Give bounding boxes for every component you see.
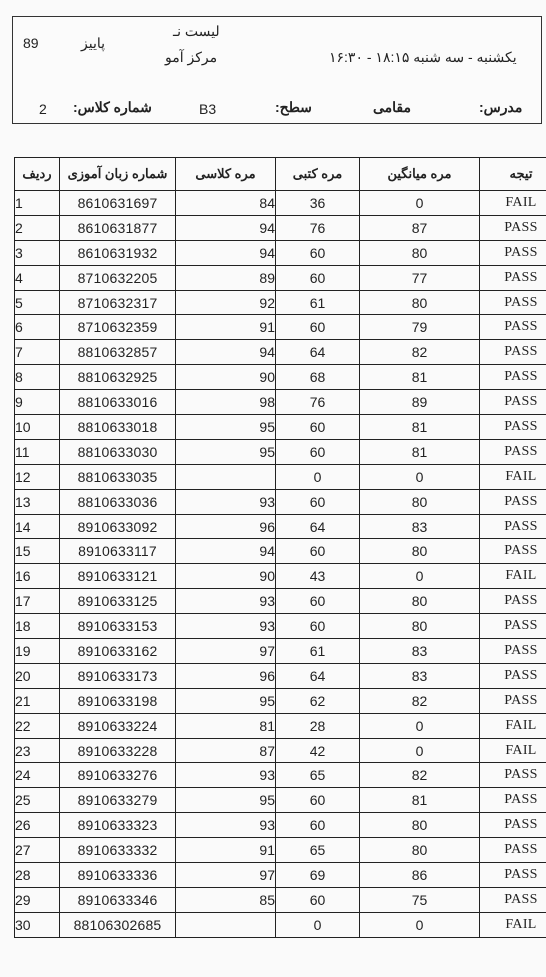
- class-score-cell: 93: [176, 489, 276, 514]
- result-cell: PASS: [480, 390, 546, 415]
- table-row: [15, 564, 546, 589]
- student-id-cell: 8910633346: [60, 887, 176, 912]
- class-score-cell: 96: [176, 514, 276, 539]
- header-box: [12, 16, 542, 124]
- student-id-cell: 8910633323: [60, 813, 176, 838]
- class-score-cell: 91: [176, 315, 276, 340]
- written-score-cell: 76: [276, 215, 360, 240]
- teacher-label: مدرس:: [479, 99, 523, 115]
- table-row: [15, 763, 546, 788]
- row-number-cell: 3: [15, 240, 60, 265]
- table-row: [15, 589, 546, 614]
- average-cell: 0: [360, 464, 480, 489]
- table-row: [15, 887, 546, 912]
- table-row: [15, 365, 546, 390]
- row-number-cell: 13: [15, 489, 60, 514]
- row-number-cell: 28: [15, 863, 60, 888]
- row-number-cell: 22: [15, 713, 60, 738]
- average-cell: 0: [360, 564, 480, 589]
- result-cell: PASS: [480, 240, 546, 265]
- student-id-cell: 8810633036: [60, 489, 176, 514]
- written-score-cell: 64: [276, 340, 360, 365]
- average-cell: 81: [360, 415, 480, 440]
- result-cell: PASS: [480, 813, 546, 838]
- table-row: [15, 340, 546, 365]
- student-id-cell: 8810632857: [60, 340, 176, 365]
- col-header-row-number: ردیف: [15, 158, 60, 191]
- student-id-cell: 8810633018: [60, 415, 176, 440]
- student-id-cell: 8710632359: [60, 315, 176, 340]
- average-cell: 83: [360, 663, 480, 688]
- table-row: [15, 240, 546, 265]
- written-score-cell: 42: [276, 738, 360, 763]
- written-score-cell: 64: [276, 663, 360, 688]
- table-row: [15, 265, 546, 290]
- row-number-cell: 6: [15, 315, 60, 340]
- table-header-row: [15, 158, 546, 191]
- result-cell: PASS: [480, 639, 546, 664]
- student-id-cell: 8910633279: [60, 788, 176, 813]
- average-cell: 82: [360, 340, 480, 365]
- result-cell: FAIL: [480, 713, 546, 738]
- row-number-cell: 29: [15, 887, 60, 912]
- class-score-cell: 90: [176, 564, 276, 589]
- class-score-cell: 93: [176, 589, 276, 614]
- class-score-cell: 98: [176, 390, 276, 415]
- class-score-cell: 90: [176, 365, 276, 390]
- result-cell: PASS: [480, 489, 546, 514]
- student-id-cell: 8610631932: [60, 240, 176, 265]
- class-score-cell: 95: [176, 688, 276, 713]
- average-cell: 80: [360, 489, 480, 514]
- student-id-cell: 8710632205: [60, 265, 176, 290]
- level-value: B3: [199, 101, 217, 117]
- table-row: [15, 539, 546, 564]
- teacher-name: مقامی: [373, 99, 412, 115]
- written-score-cell: 43: [276, 564, 360, 589]
- written-score-cell: 60: [276, 788, 360, 813]
- class-score-cell: 87: [176, 738, 276, 763]
- row-number-cell: 18: [15, 614, 60, 639]
- result-cell: PASS: [480, 514, 546, 539]
- student-id-cell: 8910633198: [60, 688, 176, 713]
- written-score-cell: 28: [276, 713, 360, 738]
- table-row: [15, 738, 546, 763]
- result-cell: FAIL: [480, 912, 546, 937]
- result-cell: PASS: [480, 614, 546, 639]
- result-cell: PASS: [480, 365, 546, 390]
- student-id-cell: 8810633016: [60, 390, 176, 415]
- table-row: [15, 415, 546, 440]
- row-number-cell: 9: [15, 390, 60, 415]
- written-score-cell: 60: [276, 489, 360, 514]
- average-cell: 0: [360, 713, 480, 738]
- student-id-cell: 8910633228: [60, 738, 176, 763]
- result-cell: PASS: [480, 589, 546, 614]
- class-score-cell: 94: [176, 340, 276, 365]
- table-row: [15, 663, 546, 688]
- table-row: [15, 439, 546, 464]
- written-score-cell: 61: [276, 290, 360, 315]
- average-cell: 80: [360, 240, 480, 265]
- written-score-cell: 64: [276, 514, 360, 539]
- average-cell: 0: [360, 191, 480, 216]
- result-cell: FAIL: [480, 464, 546, 489]
- average-cell: 89: [360, 390, 480, 415]
- row-number-cell: 24: [15, 763, 60, 788]
- student-id-cell: 8910633117: [60, 539, 176, 564]
- average-cell: 80: [360, 539, 480, 564]
- class-score-cell: 97: [176, 639, 276, 664]
- row-number-cell: 14: [15, 514, 60, 539]
- written-score-cell: 68: [276, 365, 360, 390]
- class-score-cell: 96: [176, 663, 276, 688]
- average-cell: 77: [360, 265, 480, 290]
- written-score-cell: 69: [276, 863, 360, 888]
- table-row: [15, 788, 546, 813]
- student-id-cell: 8910633276: [60, 763, 176, 788]
- class-score-cell: 95: [176, 415, 276, 440]
- class-score-cell: [176, 912, 276, 937]
- table-row: [15, 639, 546, 664]
- row-number-cell: 4: [15, 265, 60, 290]
- class-score-cell: 85: [176, 887, 276, 912]
- season: پاییز: [81, 35, 106, 51]
- col-header-average: مره میانگین: [360, 158, 480, 191]
- class-score-cell: 89: [176, 265, 276, 290]
- table-row: [15, 191, 546, 216]
- table-row: [15, 464, 546, 489]
- average-cell: 80: [360, 614, 480, 639]
- col-header-class-score: مره کلاسی: [176, 158, 276, 191]
- result-cell: PASS: [480, 290, 546, 315]
- average-cell: 80: [360, 589, 480, 614]
- table-row: [15, 514, 546, 539]
- written-score-cell: 0: [276, 912, 360, 937]
- row-number-cell: 26: [15, 813, 60, 838]
- col-header-result: تیجه: [480, 158, 546, 191]
- result-cell: PASS: [480, 688, 546, 713]
- result-cell: FAIL: [480, 564, 546, 589]
- page-number: 89: [23, 35, 39, 51]
- average-cell: 80: [360, 813, 480, 838]
- row-number-cell: 20: [15, 663, 60, 688]
- student-id-cell: 8810633035: [60, 464, 176, 489]
- table-row: [15, 290, 546, 315]
- class-score-cell: 91: [176, 838, 276, 863]
- student-id-cell: 8710632317: [60, 290, 176, 315]
- row-number-cell: 7: [15, 340, 60, 365]
- class-score-cell: 95: [176, 788, 276, 813]
- table-row: [15, 390, 546, 415]
- table-row: [15, 215, 546, 240]
- schedule: یکشنبه - سه شنبه ۱۸:۱۵ - ۱۶:۳۰: [329, 49, 517, 65]
- class-score-cell: 93: [176, 614, 276, 639]
- average-cell: 81: [360, 788, 480, 813]
- average-cell: 0: [360, 738, 480, 763]
- row-number-cell: 12: [15, 464, 60, 489]
- row-number-cell: 1: [15, 191, 60, 216]
- average-cell: 87: [360, 215, 480, 240]
- average-cell: 86: [360, 863, 480, 888]
- result-cell: PASS: [480, 539, 546, 564]
- student-id-cell: 8610631697: [60, 191, 176, 216]
- result-cell: PASS: [480, 415, 546, 440]
- written-score-cell: 60: [276, 813, 360, 838]
- average-cell: 79: [360, 315, 480, 340]
- class-score-cell: 93: [176, 763, 276, 788]
- average-cell: 83: [360, 514, 480, 539]
- written-score-cell: 36: [276, 191, 360, 216]
- student-id-cell: 8810632925: [60, 365, 176, 390]
- result-cell: FAIL: [480, 191, 546, 216]
- row-number-cell: 5: [15, 290, 60, 315]
- class-score-cell: 97: [176, 863, 276, 888]
- result-cell: PASS: [480, 887, 546, 912]
- class-number: 2: [39, 101, 47, 117]
- average-cell: 75: [360, 887, 480, 912]
- class-score-cell: 94: [176, 240, 276, 265]
- average-cell: 80: [360, 838, 480, 863]
- class-score-cell: 95: [176, 439, 276, 464]
- written-score-cell: 60: [276, 315, 360, 340]
- result-cell: PASS: [480, 663, 546, 688]
- row-number-cell: 8: [15, 365, 60, 390]
- grades-table: [14, 157, 546, 938]
- table-row: [15, 489, 546, 514]
- written-score-cell: 60: [276, 240, 360, 265]
- student-id-cell: 8810633030: [60, 439, 176, 464]
- student-id-cell: 8910633162: [60, 639, 176, 664]
- table-row: [15, 838, 546, 863]
- result-cell: PASS: [480, 788, 546, 813]
- row-number-cell: 27: [15, 838, 60, 863]
- written-score-cell: 60: [276, 439, 360, 464]
- class-number-label: شماره کلاس:: [73, 99, 152, 115]
- average-cell: 81: [360, 365, 480, 390]
- row-number-cell: 23: [15, 738, 60, 763]
- written-score-cell: 60: [276, 265, 360, 290]
- written-score-cell: 60: [276, 589, 360, 614]
- average-cell: 82: [360, 688, 480, 713]
- class-score-cell: 93: [176, 813, 276, 838]
- written-score-cell: 76: [276, 390, 360, 415]
- row-number-cell: 16: [15, 564, 60, 589]
- student-id-cell: 88106302685: [60, 912, 176, 937]
- student-id-cell: 8910633173: [60, 663, 176, 688]
- student-id-cell: 8910633336: [60, 863, 176, 888]
- result-cell: PASS: [480, 340, 546, 365]
- written-score-cell: 65: [276, 838, 360, 863]
- student-id-cell: 8910633332: [60, 838, 176, 863]
- written-score-cell: 0: [276, 464, 360, 489]
- center-partial: مرکز آمو: [165, 49, 218, 65]
- average-cell: 81: [360, 439, 480, 464]
- result-cell: PASS: [480, 838, 546, 863]
- table-row: [15, 912, 546, 937]
- written-score-cell: 62: [276, 688, 360, 713]
- level-label: سطح:: [275, 99, 312, 115]
- average-cell: 80: [360, 290, 480, 315]
- table-row: [15, 614, 546, 639]
- result-cell: FAIL: [480, 738, 546, 763]
- result-cell: PASS: [480, 315, 546, 340]
- written-score-cell: 65: [276, 763, 360, 788]
- result-cell: PASS: [480, 439, 546, 464]
- student-id-cell: 8910633121: [60, 564, 176, 589]
- row-number-cell: 21: [15, 688, 60, 713]
- row-number-cell: 2: [15, 215, 60, 240]
- written-score-cell: 61: [276, 639, 360, 664]
- average-cell: 82: [360, 763, 480, 788]
- row-number-cell: 15: [15, 539, 60, 564]
- student-id-cell: 8910633153: [60, 614, 176, 639]
- title-partial: لیست نـ: [173, 23, 220, 39]
- written-score-cell: 60: [276, 614, 360, 639]
- table-row: [15, 813, 546, 838]
- row-number-cell: 17: [15, 589, 60, 614]
- col-header-student-id: شماره زبان آموزی: [60, 158, 176, 191]
- student-id-cell: 8910633224: [60, 713, 176, 738]
- average-cell: 0: [360, 912, 480, 937]
- class-score-cell: 81: [176, 713, 276, 738]
- row-number-cell: 25: [15, 788, 60, 813]
- student-id-cell: 8610631877: [60, 215, 176, 240]
- class-score-cell: [176, 464, 276, 489]
- row-number-cell: 19: [15, 639, 60, 664]
- written-score-cell: 60: [276, 887, 360, 912]
- table-row: [15, 863, 546, 888]
- result-cell: PASS: [480, 863, 546, 888]
- row-number-cell: 30: [15, 912, 60, 937]
- class-score-cell: 84: [176, 191, 276, 216]
- class-score-cell: 94: [176, 215, 276, 240]
- result-cell: PASS: [480, 763, 546, 788]
- table-row: [15, 315, 546, 340]
- class-score-cell: 94: [176, 539, 276, 564]
- row-number-cell: 10: [15, 415, 60, 440]
- table-row: [15, 713, 546, 738]
- average-cell: 83: [360, 639, 480, 664]
- table-row: [15, 688, 546, 713]
- row-number-cell: 11: [15, 439, 60, 464]
- class-score-cell: 92: [176, 290, 276, 315]
- result-cell: PASS: [480, 215, 546, 240]
- written-score-cell: 60: [276, 539, 360, 564]
- written-score-cell: 60: [276, 415, 360, 440]
- result-cell: PASS: [480, 265, 546, 290]
- student-id-cell: 8910633092: [60, 514, 176, 539]
- student-id-cell: 8910633125: [60, 589, 176, 614]
- col-header-written-score: مره کتبی: [276, 158, 360, 191]
